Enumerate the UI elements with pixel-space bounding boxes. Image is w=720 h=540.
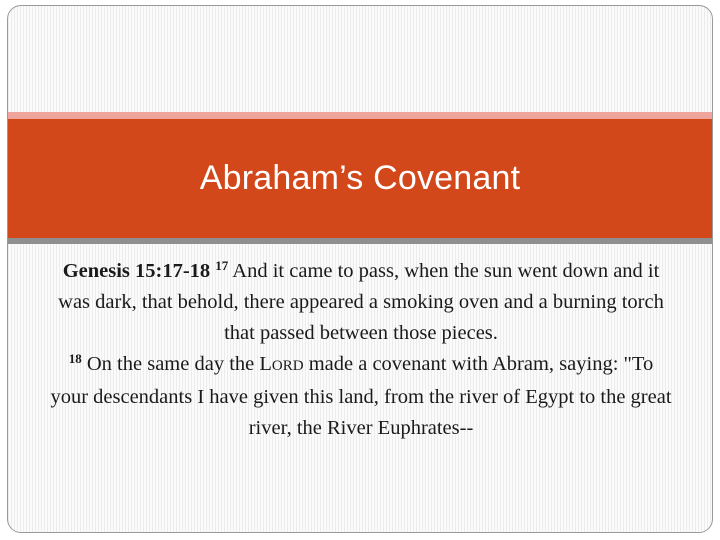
verse-number-17: 17 — [215, 258, 229, 273]
verse-18-text-after: made a covenant with Abram, saying: "To your descendants I have given this land, from the river of Egypt to the great river, the River Euphrates-- — [50, 353, 672, 439]
scripture-reference: Genesis 15:17-18 — [62, 260, 211, 282]
verse-18-text-before: On the same day the — [86, 353, 255, 375]
lord-small-caps — [259, 353, 303, 375]
verse-17-text: And it came to pass, when the sun went down and it was dark, that behold, there appeared a smoking oven and a burning torch that passed between those pieces. — [58, 260, 664, 344]
lord-initial: L — [259, 353, 272, 375]
title-band-bottom-accent — [8, 238, 712, 244]
lord-rest: ORD — [271, 358, 304, 374]
slide-title: Abraham’s Covenant — [199, 159, 521, 197]
scripture-passage — [48, 256, 674, 444]
verse-number-18: 18 — [68, 351, 82, 366]
title-band — [8, 119, 712, 238]
title-band-top-accent — [8, 112, 712, 119]
slide — [7, 5, 713, 533]
